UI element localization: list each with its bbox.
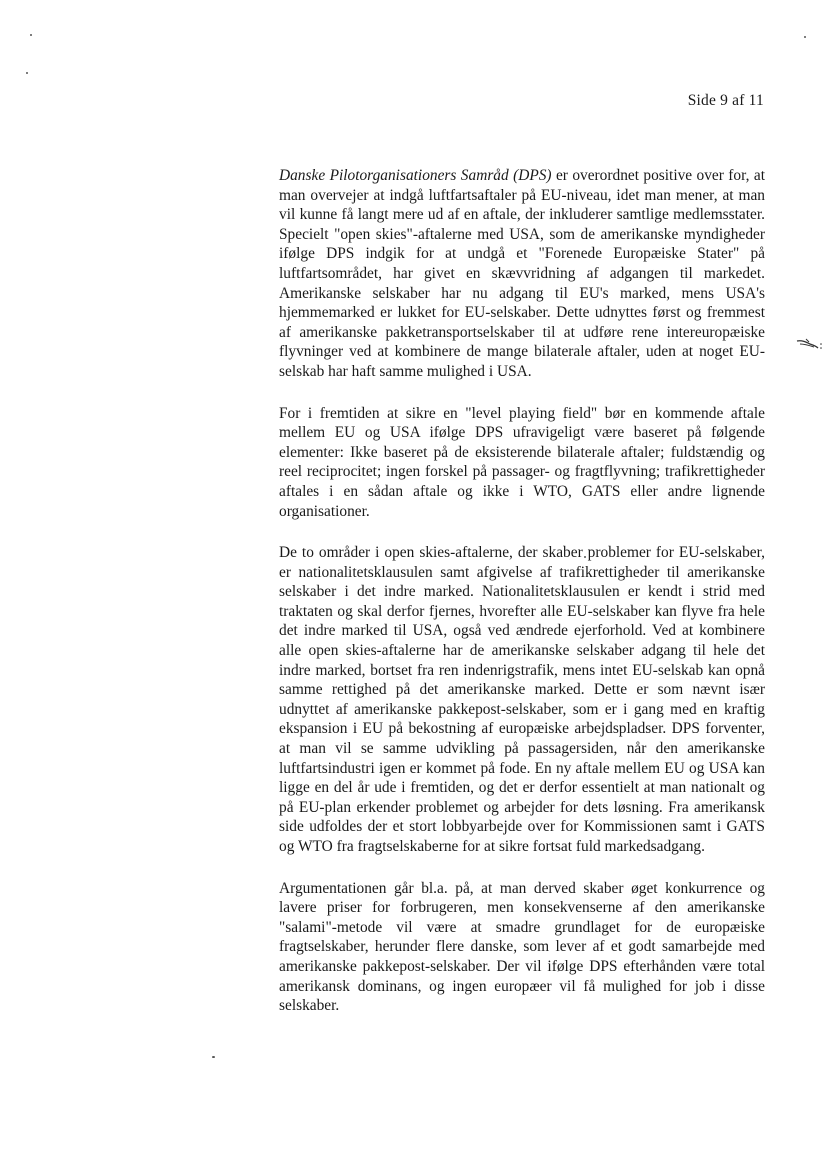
scan-speck — [26, 72, 28, 74]
paragraph-open-skies-problems: De to områder i open skies-aftalerne, der skaber problemer for EU-selskaber, er nationalitetsklausulen samt afgivelse af trafikrettigheder til amerikanske selskaber i det indre marked. Nationalitetsklausulen er kendt i strid med traktaten og skal derfor fjernes, hvorefter alle EU-selskaber kan flyve fra hele det indre marked til USA, også ved ændrede ejerforhold. Ved at kombinere alle open skies-aftalerne har de amerikanske selskaber adgang til hele det indre marked, bortset fra ren indenrigstrafik, mens intet EU-selskab kan opnå samme rettighed på det amerikanske marked. Dette er som nævnt især udnyttet af amerikanske pakkepost-selskaber, som er i gang med en kraftig ekspansion i EU på bekostning af europæiske arbejdspladser. DPS forventer, at man vil se samme udvikling på passagersiden, når den amerikanske luftfartsindustri igen er kommet på fode. En ny aftale mellem EU og USA kan ligge en del år ude i fremtiden, og det er derfor essentielt at man nationalt og på EU-plan erkender problemet og arbejder for dets løsning. Fra amerikansk side udfoldes der et stort lobbyarbejde over for Kommissionen samt i GATS og WTO fra fragtselskaberne for at sikre fortsat fuld markedsadgang. — [279, 544, 765, 855]
handwritten-margin-mark — [796, 336, 822, 352]
document-body — [279, 166, 765, 1038]
paragraph-dps-position — [279, 166, 765, 382]
scan-speck — [212, 1056, 215, 1058]
paragraph-text: er overordnet positive over for, at man overvejer at indgå luftfartsaftaler på EU-niveau, idet man mener, at man vil kunne få langt mere ud af en aftale, der inkluderer samtlige medlemsstater. Specielt "open skies"-aftalerne med USA, som de amerikanske myndigheder ifølge DPS indgik for at undgå et "Forenede Europæiske Stater" på luftfartsområdet, har givet en skævvridning af adgangen til markedet. Amerikanske selskaber har nu adgang til EU's marked, mens USA's hjemmemarked er lukket for EU-selskaber. Dette udnyttes først og fremmest af amerikanske pakketransportselskaber til at udføre rene intereuropæiske flyvninger ved at kombinere de mange bilaterale aftaler, uden at noget EU-selskab har haft samme mulighed i USA. — [279, 167, 765, 380]
scan-speck — [30, 34, 32, 36]
paragraph-level-playing-field: For i fremtiden at sikre en "level playing field" bør en kommende aftale mellem EU og USA ifølge DPS ufravigeligt være baseret på følgende elementer: Ikke baseret på de eksisterende bilaterale aftaler; fuldstændig og reel reciprocitet; ingen forskel på passager- og fragtflyvning; trafikrettigheder aftales i en sådan aftale og ikke i WTO, GATS eller andre lignende organisationer. — [279, 404, 765, 520]
page-number: Side 9 af 11 — [687, 92, 764, 109]
scan-speck — [804, 36, 806, 38]
organization-name: Danske Pilotorganisationers Samråd (DPS) — [279, 167, 552, 184]
paragraph-argumentation: Argumentationen går bl.a. på, at man derved skaber øget konkurrence og lavere priser for forbrugeren, men konsekvenserne af den amerikanske "salami"-metode vil være at smadre grundlaget for de europæiske fragtselskaber, herunder flere danske, som lever af et godt samarbejde med amerikanske pakkepost-selskaber. Der vil ifølge DPS efterhånden være total amerikansk dominans, og ingen europæer vil få mulighed for job i disse selskaber. — [279, 879, 765, 1015]
